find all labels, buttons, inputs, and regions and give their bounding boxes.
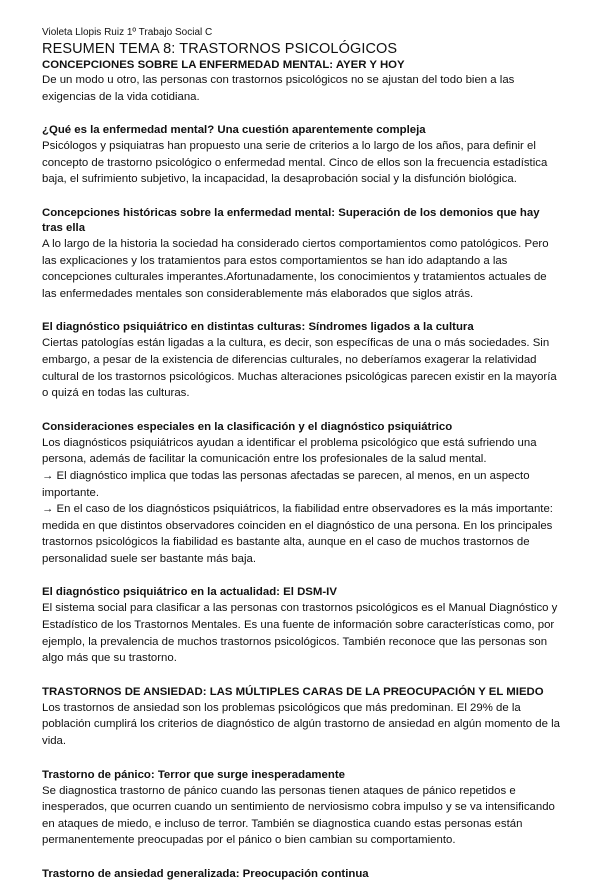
section-heading: Trastorno de ansiedad generalizada: Preocupación continua: [42, 868, 369, 880]
document-section: [42, 206, 562, 302]
document-section: [42, 768, 562, 849]
section-paragraph: Los diagnósticos psiquiátricos ayudan a identificar el problema psicológico que está sufriendo una persona, además de facilitar la comunicación entre los profesionales de la salud mental.: [42, 436, 537, 466]
document-section: [42, 320, 562, 401]
section-heading: El diagnóstico psiquiátrico en la actualidad: El DSM-IV: [42, 586, 337, 599]
section-heading: TRASTORNOS DE ANSIEDAD: LAS MÚLTIPLES CARAS DE LA PREOCUPACIÓN Y EL MIEDO: [42, 685, 544, 698]
section-paragraph: → En el caso de los diagnósticos psiquiátricos, la fiabilidad entre observadores es la más importante: medida en que distintos observadores coinciden en el diagnóstico de una persona. En los principales trastornos psicológicos la fiabilidad es bastante alta, aunque en el caso de muchos trastornos de personalidad suele ser bastante más baja.: [42, 503, 553, 565]
sections-container: [42, 123, 562, 882]
section-paragraph: El sistema social para clasificar a las personas con trastornos psicológicos es el Manual Diagnóstico y Estadístico de los Trastornos Mentales. Es una fuente de información sobre características como, por ejemplo, la prevalencia de muchos trastornos psicológicos. También reconoce que las personas son algo más que su trastorno.: [42, 602, 558, 665]
section-heading: Concepciones históricas sobre la enfermedad mental: Superación de los demonios que hay tras ella: [42, 206, 540, 234]
document-section: [42, 420, 562, 568]
author-line: Violeta Llopis Ruiz 1º Trabajo Social C: [42, 27, 213, 38]
section-paragraph: Los trastornos de ansiedad son los problemas psicológicos que más predominan. El 29% de la población cumplirá los criterios de diagnóstico de algún trastorno de ansiedad en algún momento de la vida.: [42, 701, 560, 748]
section-paragraph: Ciertas patologías están ligadas a la cultura, es decir, son específicas de una o más sociedades. Sin embargo, a pesar de la existencia de diferencias culturales, no deberíamos exagerar la relatividad cultural de los trastornos psicológicos. Muchas alteraciones psicológicas parecen existir en la mayoría o quizá en todas las culturas.: [42, 337, 557, 400]
document-content: [42, 26, 562, 882]
section-paragraph: A lo largo de la historia la sociedad ha considerado ciertos comportamientos como patológicos. Pero las explicaciones y los tratamientos para estos comportamientos se han ido adaptando a las concepciones culturales imperantes.Afortunadamente, los conocimientos y tratamientos actuales de las enfermedades mentales son considerablemente más elaborados que siglos atrás.: [42, 237, 549, 300]
section-paragraph: Se diagnostica trastorno de pánico cuando las personas tienen ataques de pánico repetidos e inesperados, que ocurren cuando un sentimiento de nerviosismo cobra impulso y se va intensificando en ataques de miedo, e incluso de terror. También se diagnostica cuando estas personas están permanentemente preocupadas por el pánico o bien cambian su comportamiento.: [42, 784, 555, 847]
document-section: [42, 867, 562, 882]
document-section: [42, 585, 562, 666]
intro-paragraph: De un modo u otro, las personas con trastornos psicológicos no se ajustan del todo bien a las exigencias de la vida cotidiana.: [42, 74, 515, 103]
section-heading: Trastorno de pánico: Terror que surge inesperadamente: [42, 768, 345, 781]
section-paragraph: Psicólogos y psiquiatras han propuesto una serie de criterios a lo largo de los años, para definir el concepto de trastorno psicológico o enfermedad mental. Cinco de ellos son la frecuencia estadística baja, el sufrimiento subjetivo, la incapacidad, la desaprobación social y la disfunción biológica.: [42, 140, 548, 186]
document-section: [42, 685, 562, 750]
document-section: [42, 123, 562, 188]
section-heading: ¿Qué es la enfermedad mental? Una cuestión aparentemente compleja: [42, 124, 426, 137]
document-title: RESUMEN TEMA 8: TRASTORNOS PSICOLÓGICOS: [42, 41, 398, 57]
section-heading: Consideraciones especiales en la clasificación y el diagnóstico psiquiátrico: [42, 420, 453, 433]
section-paragraph: → El diagnóstico implica que todas las personas afectadas se parecen, al menos, en un aspecto importante.: [42, 469, 530, 499]
section-heading: El diagnóstico psiquiátrico en distintas culturas: Síndromes ligados a la cultura: [42, 321, 474, 334]
section-subtitle: CONCEPCIONES SOBRE LA ENFERMEDAD MENTAL: AYER Y HOY: [42, 59, 405, 71]
